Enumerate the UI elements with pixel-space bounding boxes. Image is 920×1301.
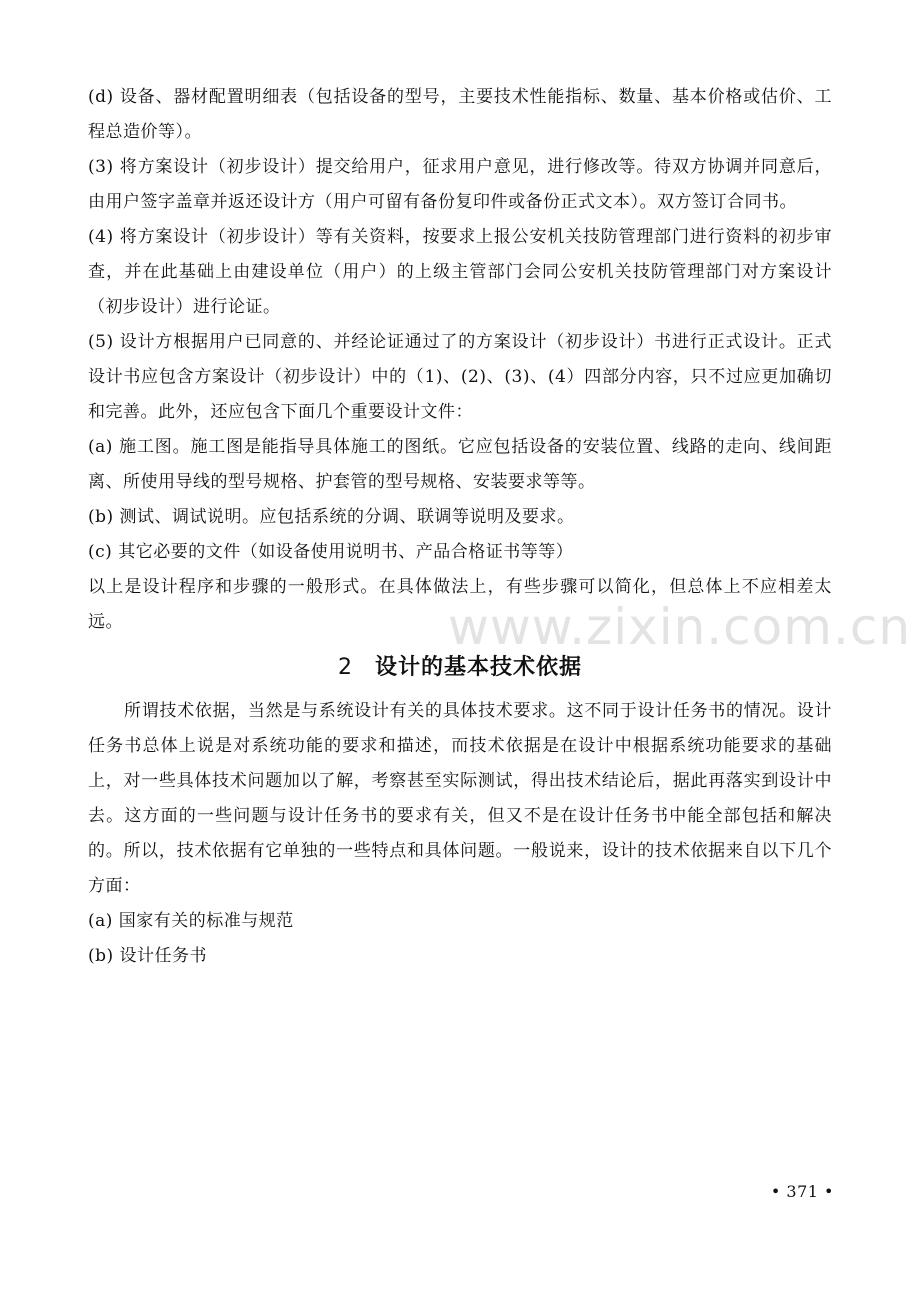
section-number: 2 — [337, 655, 353, 680]
page-number: • 371 • — [770, 1182, 834, 1201]
paragraph-step-4: (4) 将方案设计（初步设计）等有关资料，按要求上报公安机关技防管理部门进行资料的初步审查，并在此基础上由建设单位（用户）的上级主管部门会同公安机关技防管理部门对方案设计（初步设计）进行论证。 — [88, 227, 832, 317]
page-content — [88, 80, 832, 974]
paragraph-item-b: (b) 测试、调试说明。应包括系统的分调、联调等说明及要求。 — [88, 507, 575, 527]
section-title: 设计的基本技术依据 — [374, 655, 582, 680]
paragraph-step-5: (5) 设计方根据用户已同意的、并经论证通过了的方案设计（初步设计）书进行正式设计。正式设计书应包含方案设计（初步设计）中的（1)、(2)、(3)、(4）四部分内容，只不过应更加确切和完善。此外，还应包含下面几个重要设计文件： — [88, 332, 832, 422]
paragraph-basis-b: (b) 设计任务书 — [88, 946, 208, 966]
paragraph-step-3: (3) 将方案设计（初步设计）提交给用户，征求用户意见，进行修改等。待双方协调并同意后，由用户签字盖章并返还设计方（用户可留有备份复印件或备份正式文本）。双方签订合同书。 — [88, 157, 832, 212]
paragraph-item-a: (a) 施工图。施工图是能指导具体施工的图纸。它应包括设备的安装位置、线路的走向、线间距离、所使用导线的型号规格、护套管的型号规格、安装要求等等。 — [88, 437, 832, 492]
paragraph-basis-a: (a) 国家有关的标准与规范 — [88, 911, 294, 931]
paragraph-item-d: (d) 设备、器材配置明细表（包括设备的型号，主要技术性能指标、数量、基本价格或估价、工程总造价等）。 — [88, 87, 832, 142]
paragraph-item-c: (c) 其它必要的文件（如设备使用说明书、产品合格证书等等） — [88, 542, 574, 562]
section-heading — [88, 648, 832, 688]
watermark-text: www.zixin.com.cn — [448, 598, 912, 656]
paragraph-summary: 以上是设计程序和步骤的一般形式。在具体做法上，有些步骤可以简化，但总体上不应相差太远。 — [88, 577, 832, 632]
paragraph-technical-basis: 所谓技术依据，当然是与系统设计有关的具体技术要求。这不同于设计任务书的情况。设计任务书总体上说是对系统功能的要求和描述，而技术依据是在设计中根据系统功能要求的基础上，对一些具体技术问题加以了解，考察甚至实际测试，得出技术结论后，据此再落实到设计中去。这方面的一些问题与设计任务书的要求有关，但又不是在设计任务书中能全部包括和解决的。所以，技术依据有它单独的一些特点和具体问题。一般说来，设计的技术依据来自以下几个方面： — [88, 701, 832, 896]
